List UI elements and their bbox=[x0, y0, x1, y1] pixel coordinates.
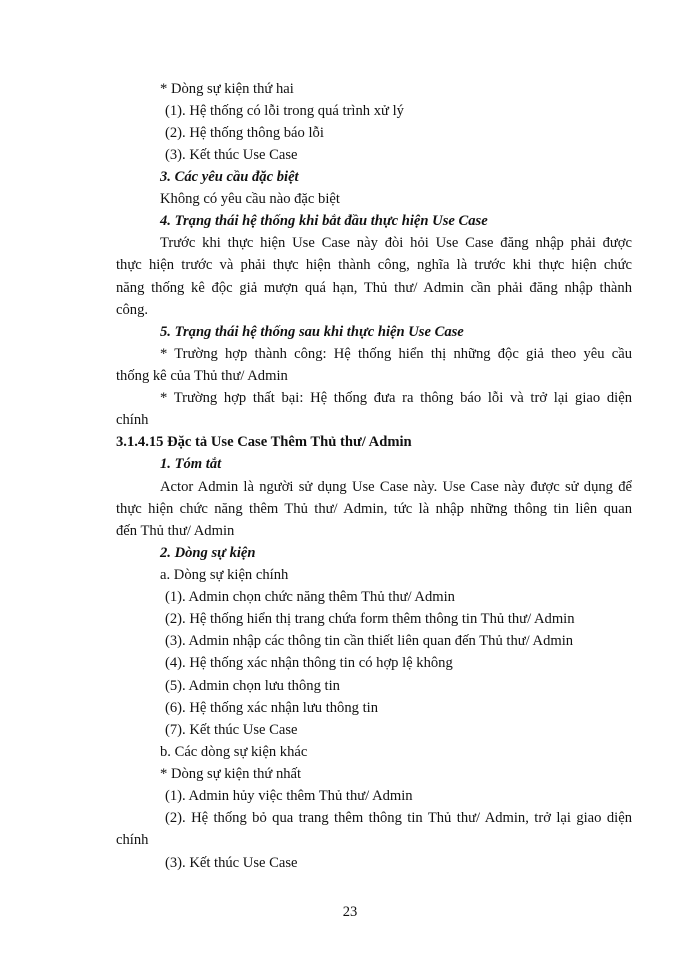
list-item: (6). Hệ thống xác nhận lưu thông tin bbox=[165, 700, 378, 716]
list-item: (2). Hệ thống hiển thị trang chứa form thêm thông tin Thủ thư/ Admin bbox=[165, 611, 575, 627]
text-line: * Dòng sự kiện thứ hai bbox=[160, 81, 294, 97]
list-item: (3). Admin nhập các thông tin cần thiết liên quan đến Thủ thư/ Admin bbox=[165, 633, 574, 649]
text-line: a. Dòng sự kiện chính bbox=[160, 567, 289, 583]
paragraph-line: * Trường hợp thành công: Hệ thống hiển thị những độc giả theo yêu cầu bbox=[160, 346, 632, 362]
text-line: Không có yêu cầu nào đặc biệt bbox=[160, 191, 340, 207]
paragraph-line: * Trường hợp thất bại: Hệ thống đưa ra thông báo lỗi và trở lại giao diện bbox=[160, 390, 632, 406]
list-item: (3). Kết thúc Use Case bbox=[165, 855, 298, 871]
paragraph-line: Trước khi thực hiện Use Case này đòi hỏi Use Case đăng nhập phải được bbox=[160, 235, 632, 251]
list-item: (1). Admin hủy việc thêm Thủ thư/ Admin bbox=[165, 788, 413, 804]
section-heading: 5. Trạng thái hệ thống sau khi thực hiện Use Case bbox=[160, 324, 464, 340]
paragraph-line: thực hiện trước và phải thực hiện thành công, nghĩa là trước khi thực hiện chức bbox=[116, 257, 632, 273]
paragraph-line: chính bbox=[116, 832, 149, 848]
list-item: (1). Admin chọn chức năng thêm Thủ thư/ Admin bbox=[165, 589, 455, 605]
text-line: (1). Hệ thống có lỗi trong quá trình xử lý bbox=[165, 103, 404, 119]
text-line: b. Các dòng sự kiện khác bbox=[160, 744, 308, 760]
section-heading: 1. Tóm tắt bbox=[160, 456, 222, 472]
list-item: (2). Hệ thống bỏ qua trang thêm thông tin Thủ thư/ Admin, trở lại giao diện bbox=[165, 810, 632, 826]
section-heading: 4. Trạng thái hệ thống khi bắt đầu thực hiện Use Case bbox=[160, 213, 488, 229]
text-line: (3). Kết thúc Use Case bbox=[165, 147, 298, 163]
paragraph-line: thống kê của Thủ thư/ Admin bbox=[116, 368, 288, 384]
list-item: (7). Kết thúc Use Case bbox=[165, 722, 298, 738]
text-line: * Dòng sự kiện thứ nhất bbox=[160, 766, 302, 782]
text-line: (2). Hệ thống thông báo lỗi bbox=[165, 125, 324, 141]
list-item: (5). Admin chọn lưu thông tin bbox=[165, 678, 340, 694]
paragraph-line: Actor Admin là người sử dụng Use Case này. Use Case này được sử dụng để bbox=[160, 479, 632, 495]
section-heading: 3. Các yêu cầu đặc biệt bbox=[160, 169, 299, 185]
subsection-heading: 3.1.4.15 Đặc tả Use Case Thêm Thủ thư/ Admin bbox=[116, 434, 412, 450]
list-item: (4). Hệ thống xác nhận thông tin có hợp lệ không bbox=[165, 655, 453, 671]
paragraph-line: thực hiện chức năng thêm Thủ thư/ Admin, tức là nhập những thông tin liên quan bbox=[116, 501, 632, 517]
section-heading: 2. Dòng sự kiện bbox=[160, 545, 256, 561]
paragraph-line: đến Thủ thư/ Admin bbox=[116, 523, 235, 539]
paragraph-line: năng thống kê độc giả mượn quá hạn, Thủ thư/ Admin cần phải đăng nhập thành bbox=[116, 280, 632, 296]
page-number: 23 bbox=[342, 904, 358, 920]
paragraph-line: công. bbox=[116, 302, 149, 318]
paragraph-line: chính bbox=[116, 412, 149, 428]
